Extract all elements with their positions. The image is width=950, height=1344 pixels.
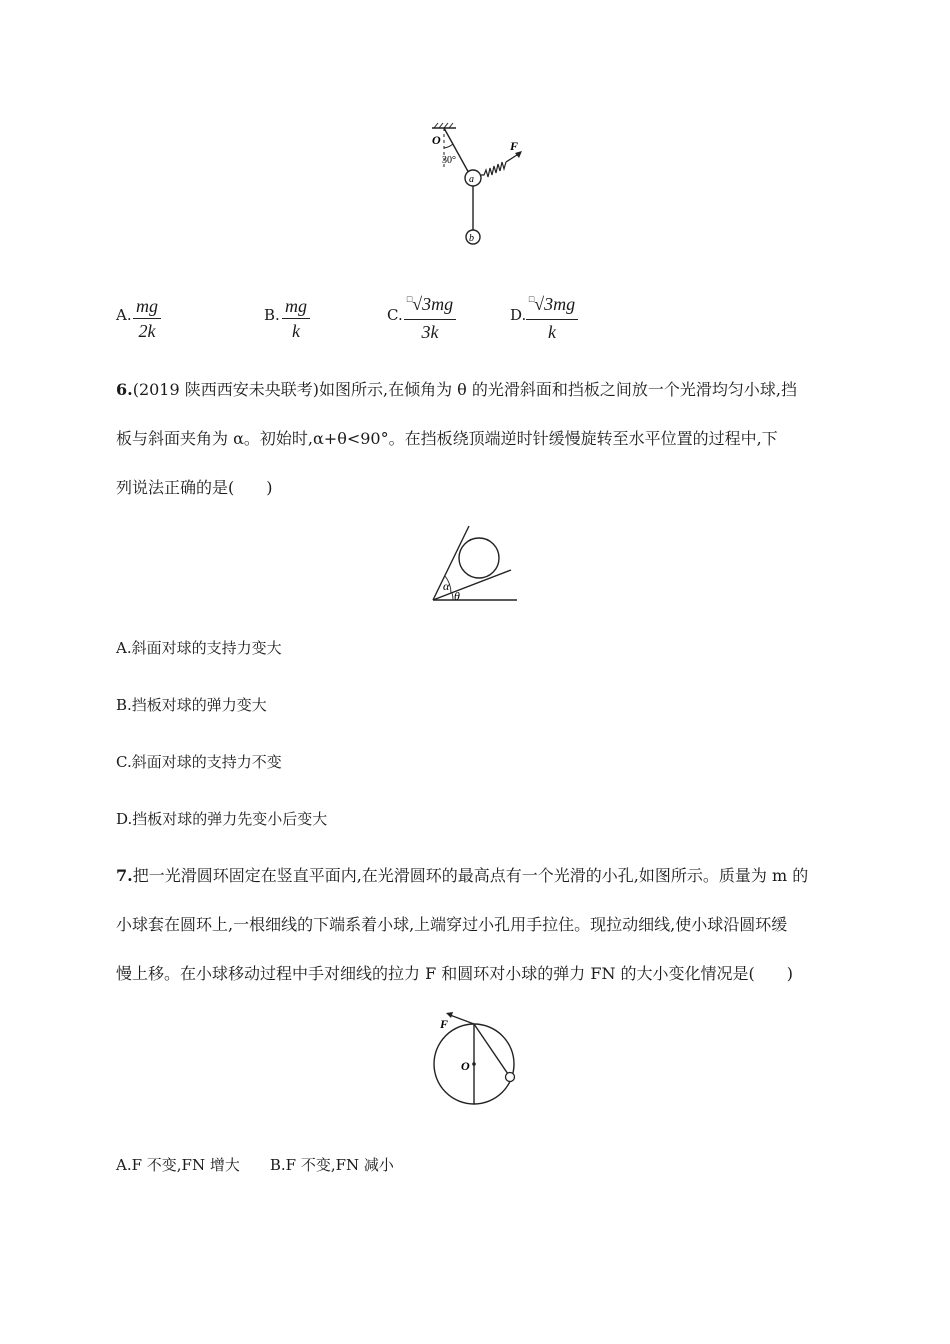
q7-number: 7.	[116, 866, 133, 885]
q5-option-b-denominator: k	[292, 321, 300, 341]
q5-figure	[420, 120, 540, 250]
q5-option-c-prefix: C.	[387, 306, 403, 324]
q6-option-a: A.斜面对球的支持力变大	[116, 639, 282, 657]
q5-option-a-fraction	[133, 296, 161, 341]
q7-figure	[428, 1008, 528, 1108]
q6-stem-line-1: (2019 陕西西安未央联考)如图所示,在倾角为 θ 的光滑斜面和挡板之间放一个光滑均匀小球,挡	[132, 380, 797, 399]
q5-option-d-denominator: k	[548, 322, 556, 342]
q6-figure	[425, 520, 525, 610]
q5-option-a-prefix: A.	[116, 306, 132, 324]
q6-number: 6.	[116, 380, 133, 399]
q7-stem-line-2: 小球套在圆环上,一根细线的下端系着小球,上端穿过小孔用手拉住。现拉动细线,使小球沿圆环缓	[116, 915, 788, 934]
fig5-label-b: b	[469, 233, 474, 244]
q5-option-d-box: □	[528, 294, 535, 304]
q5-option-a-denominator: 2k	[138, 321, 156, 341]
q5-option-a-numerator: mg	[136, 296, 158, 316]
q7-fig-F: F	[440, 1017, 449, 1031]
q6-stem-line-2: 板与斜面夹角为 α。初始时,α+θ<90°。在挡板绕顶端逆时针缓慢旋转至水平位置的过程中,下	[116, 429, 778, 448]
q6-fig-alpha: α	[443, 579, 450, 593]
fig5-label-a: a	[469, 174, 474, 185]
q5-option-c-denominator: 3k	[421, 322, 439, 342]
q5-option-c-fraction	[404, 294, 456, 342]
q6-option-c: C.斜面对球的支持力不变	[116, 753, 282, 771]
q5-option-b-prefix: B.	[264, 306, 280, 324]
fig5-label-O: O	[432, 133, 441, 147]
fig5-label-angle: 30°	[442, 155, 456, 166]
q6-fig-theta: θ	[454, 589, 460, 603]
q7-stem-line-3: 慢上移。在小球移动过程中手对细线的拉力 F 和圆环对小球的弹力 FN 的大小变化情况是( )	[116, 964, 794, 983]
q7-stem-line-1: 把一光滑圆环固定在竖直平面内,在光滑圆环的最高点有一个光滑的小孔,如图所示。质量为 m 的	[132, 866, 809, 885]
q5-option-d-fraction	[526, 294, 578, 342]
q5-option-b-fraction	[282, 296, 310, 341]
fig5-label-F: F	[510, 139, 519, 153]
q5-option-d-prefix: D.	[510, 306, 527, 324]
q5-option-c-box: □	[406, 294, 413, 304]
q6-option-b: B.挡板对球的弹力变大	[116, 696, 267, 714]
q6-option-d: D.挡板对球的弹力先变小后变大	[116, 810, 328, 828]
q5-option-d-numerator: √3mg	[534, 294, 576, 314]
q7-fig-O: O	[461, 1059, 470, 1073]
q5-option-c-numerator: √3mg	[412, 294, 454, 314]
q7-options-line: A.F 不变,FN 增大 B.F 不变,FN 减小	[116, 1156, 394, 1174]
q5-option-b-numerator: mg	[285, 296, 307, 316]
q6-stem-line-3: 列说法正确的是( )	[116, 478, 273, 497]
